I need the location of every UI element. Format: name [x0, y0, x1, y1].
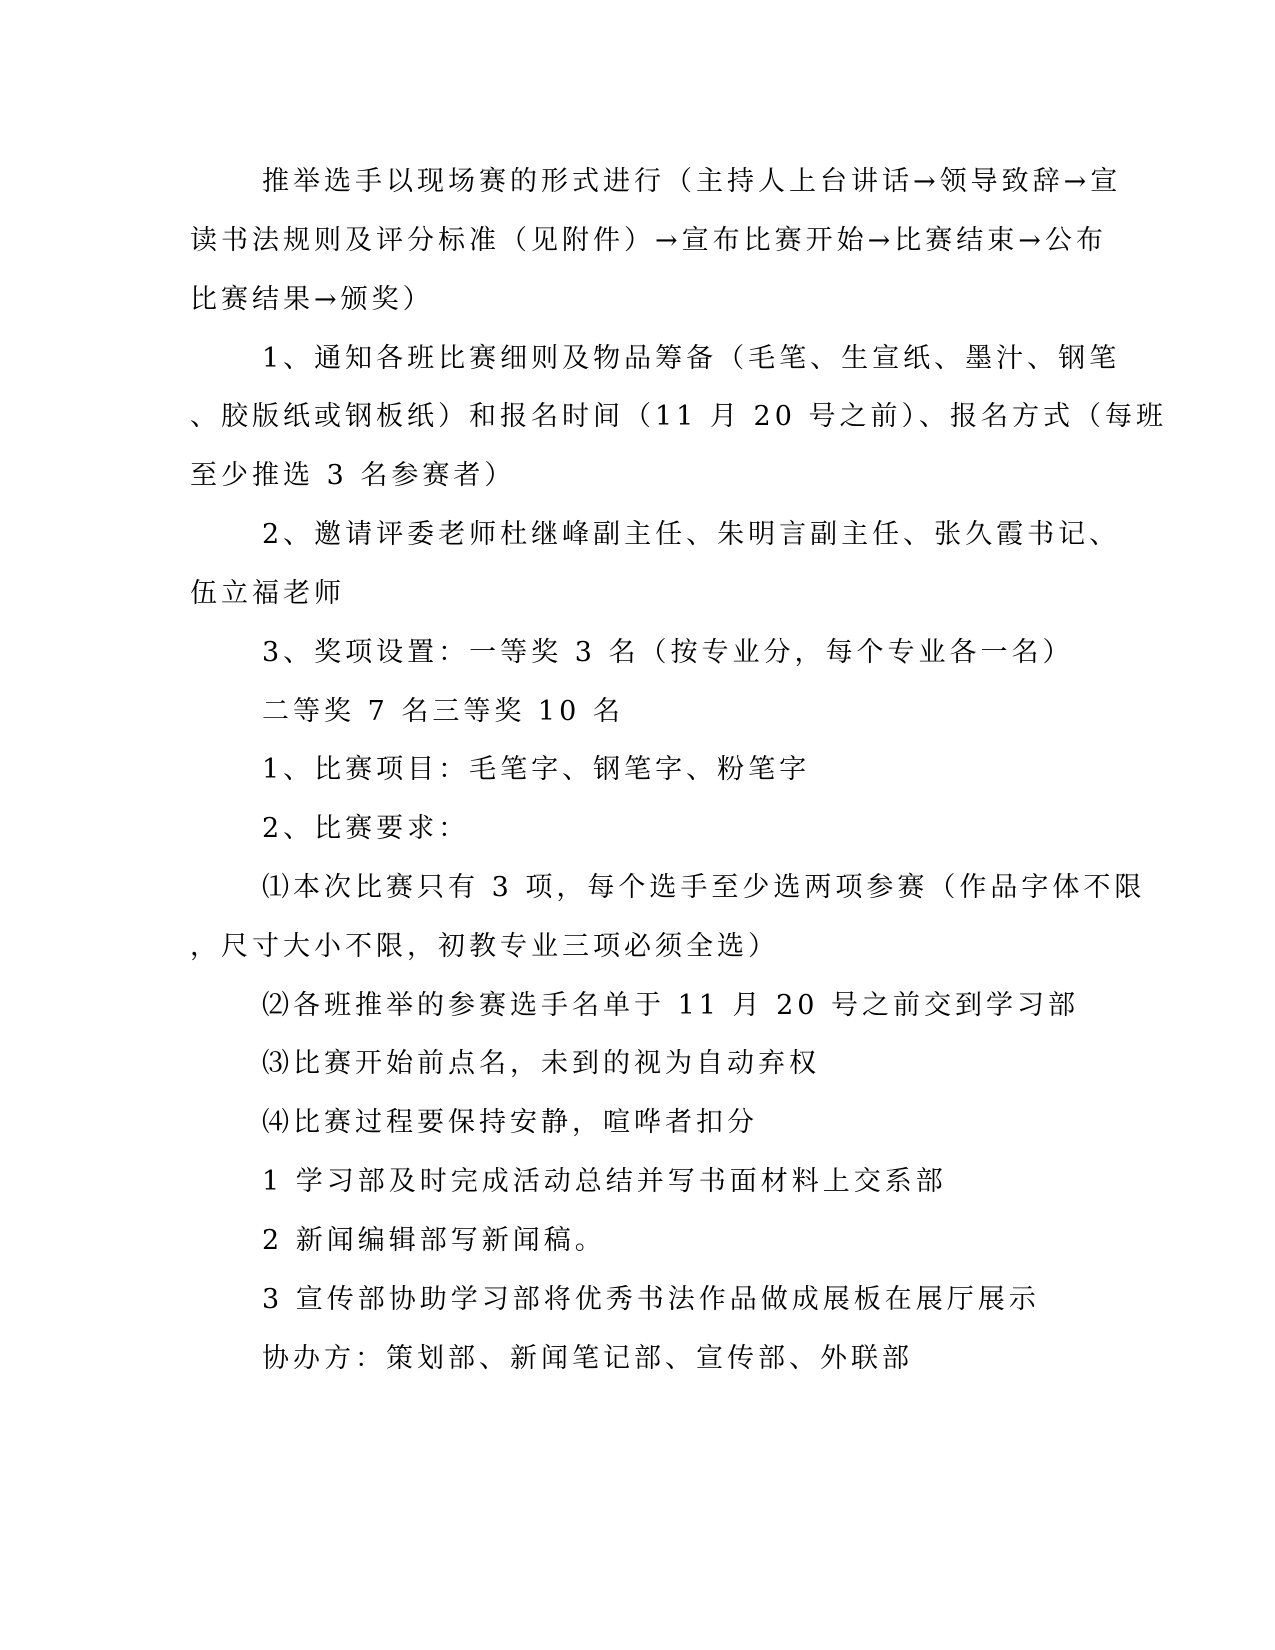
item-awards-line-1: 3、奖项设置：一等奖 3 名（按专业分，每个专业各一名） [262, 637, 1074, 668]
paragraph-process-line-2: 读书法规则及评分标准（见附件）→宣布比赛开始→比赛结束→公布 [190, 225, 1107, 256]
item-awards-line-2: 二等奖 7 名三等奖 10 名 [262, 696, 624, 727]
item-notify-line-2: 、胶版纸或钢板纸）和报名时间（11 月 20 号之前）、报名方式（每班 [190, 401, 1167, 432]
item-judges-line-2: 伍立福老师 [190, 578, 345, 609]
paragraph-process-line-3: 比赛结果→颁奖） [190, 284, 434, 315]
follow-up-1: 1 学习部及时完成活动总结并写书面材料上交系部 [262, 1166, 947, 1197]
requirement-3: ⑶比赛开始前点名，未到的视为自动弃权 [262, 1048, 820, 1079]
requirement-4: ⑷比赛过程要保持安静，喧哗者扣分 [262, 1107, 758, 1138]
requirement-2: ⑵各班推举的参赛选手名单于 11 月 20 号之前交到学习部 [262, 990, 1080, 1021]
item-requirements: 2、比赛要求： [262, 813, 470, 844]
co-organizers: 协办方：策划部、新闻笔记部、宣传部、外联部 [262, 1343, 913, 1374]
requirement-1-line-1: ⑴本次比赛只有 3 项，每个选手至少选两项参赛（作品字体不限 [262, 872, 1146, 903]
requirement-1-line-2: ，尺寸大小不限，初教专业三项必须全选） [190, 931, 779, 962]
item-judges-line-1: 2、邀请评委老师杜继峰副主任、朱明言副主任、张久霞书记、 [262, 519, 1121, 550]
item-notify-line-1: 1、通知各班比赛细则及物品筹备（毛笔、生宣纸、墨汁、钢笔 [262, 343, 1121, 374]
follow-up-3: 3 宣传部协助学习部将优秀书法作品做成展板在展厅展示 [262, 1284, 1040, 1315]
item-notify-line-3: 至少推选 3 名参赛者） [190, 460, 516, 491]
item-events: 1、比赛项目：毛笔字、钢笔字、粉笔字 [262, 754, 811, 785]
follow-up-2: 2 新闻编辑部写新闻稿。 [262, 1225, 606, 1256]
paragraph-process-line-1: 推举选手以现场赛的形式进行（主持人上台讲话→领导致辞→宣 [262, 166, 1122, 197]
